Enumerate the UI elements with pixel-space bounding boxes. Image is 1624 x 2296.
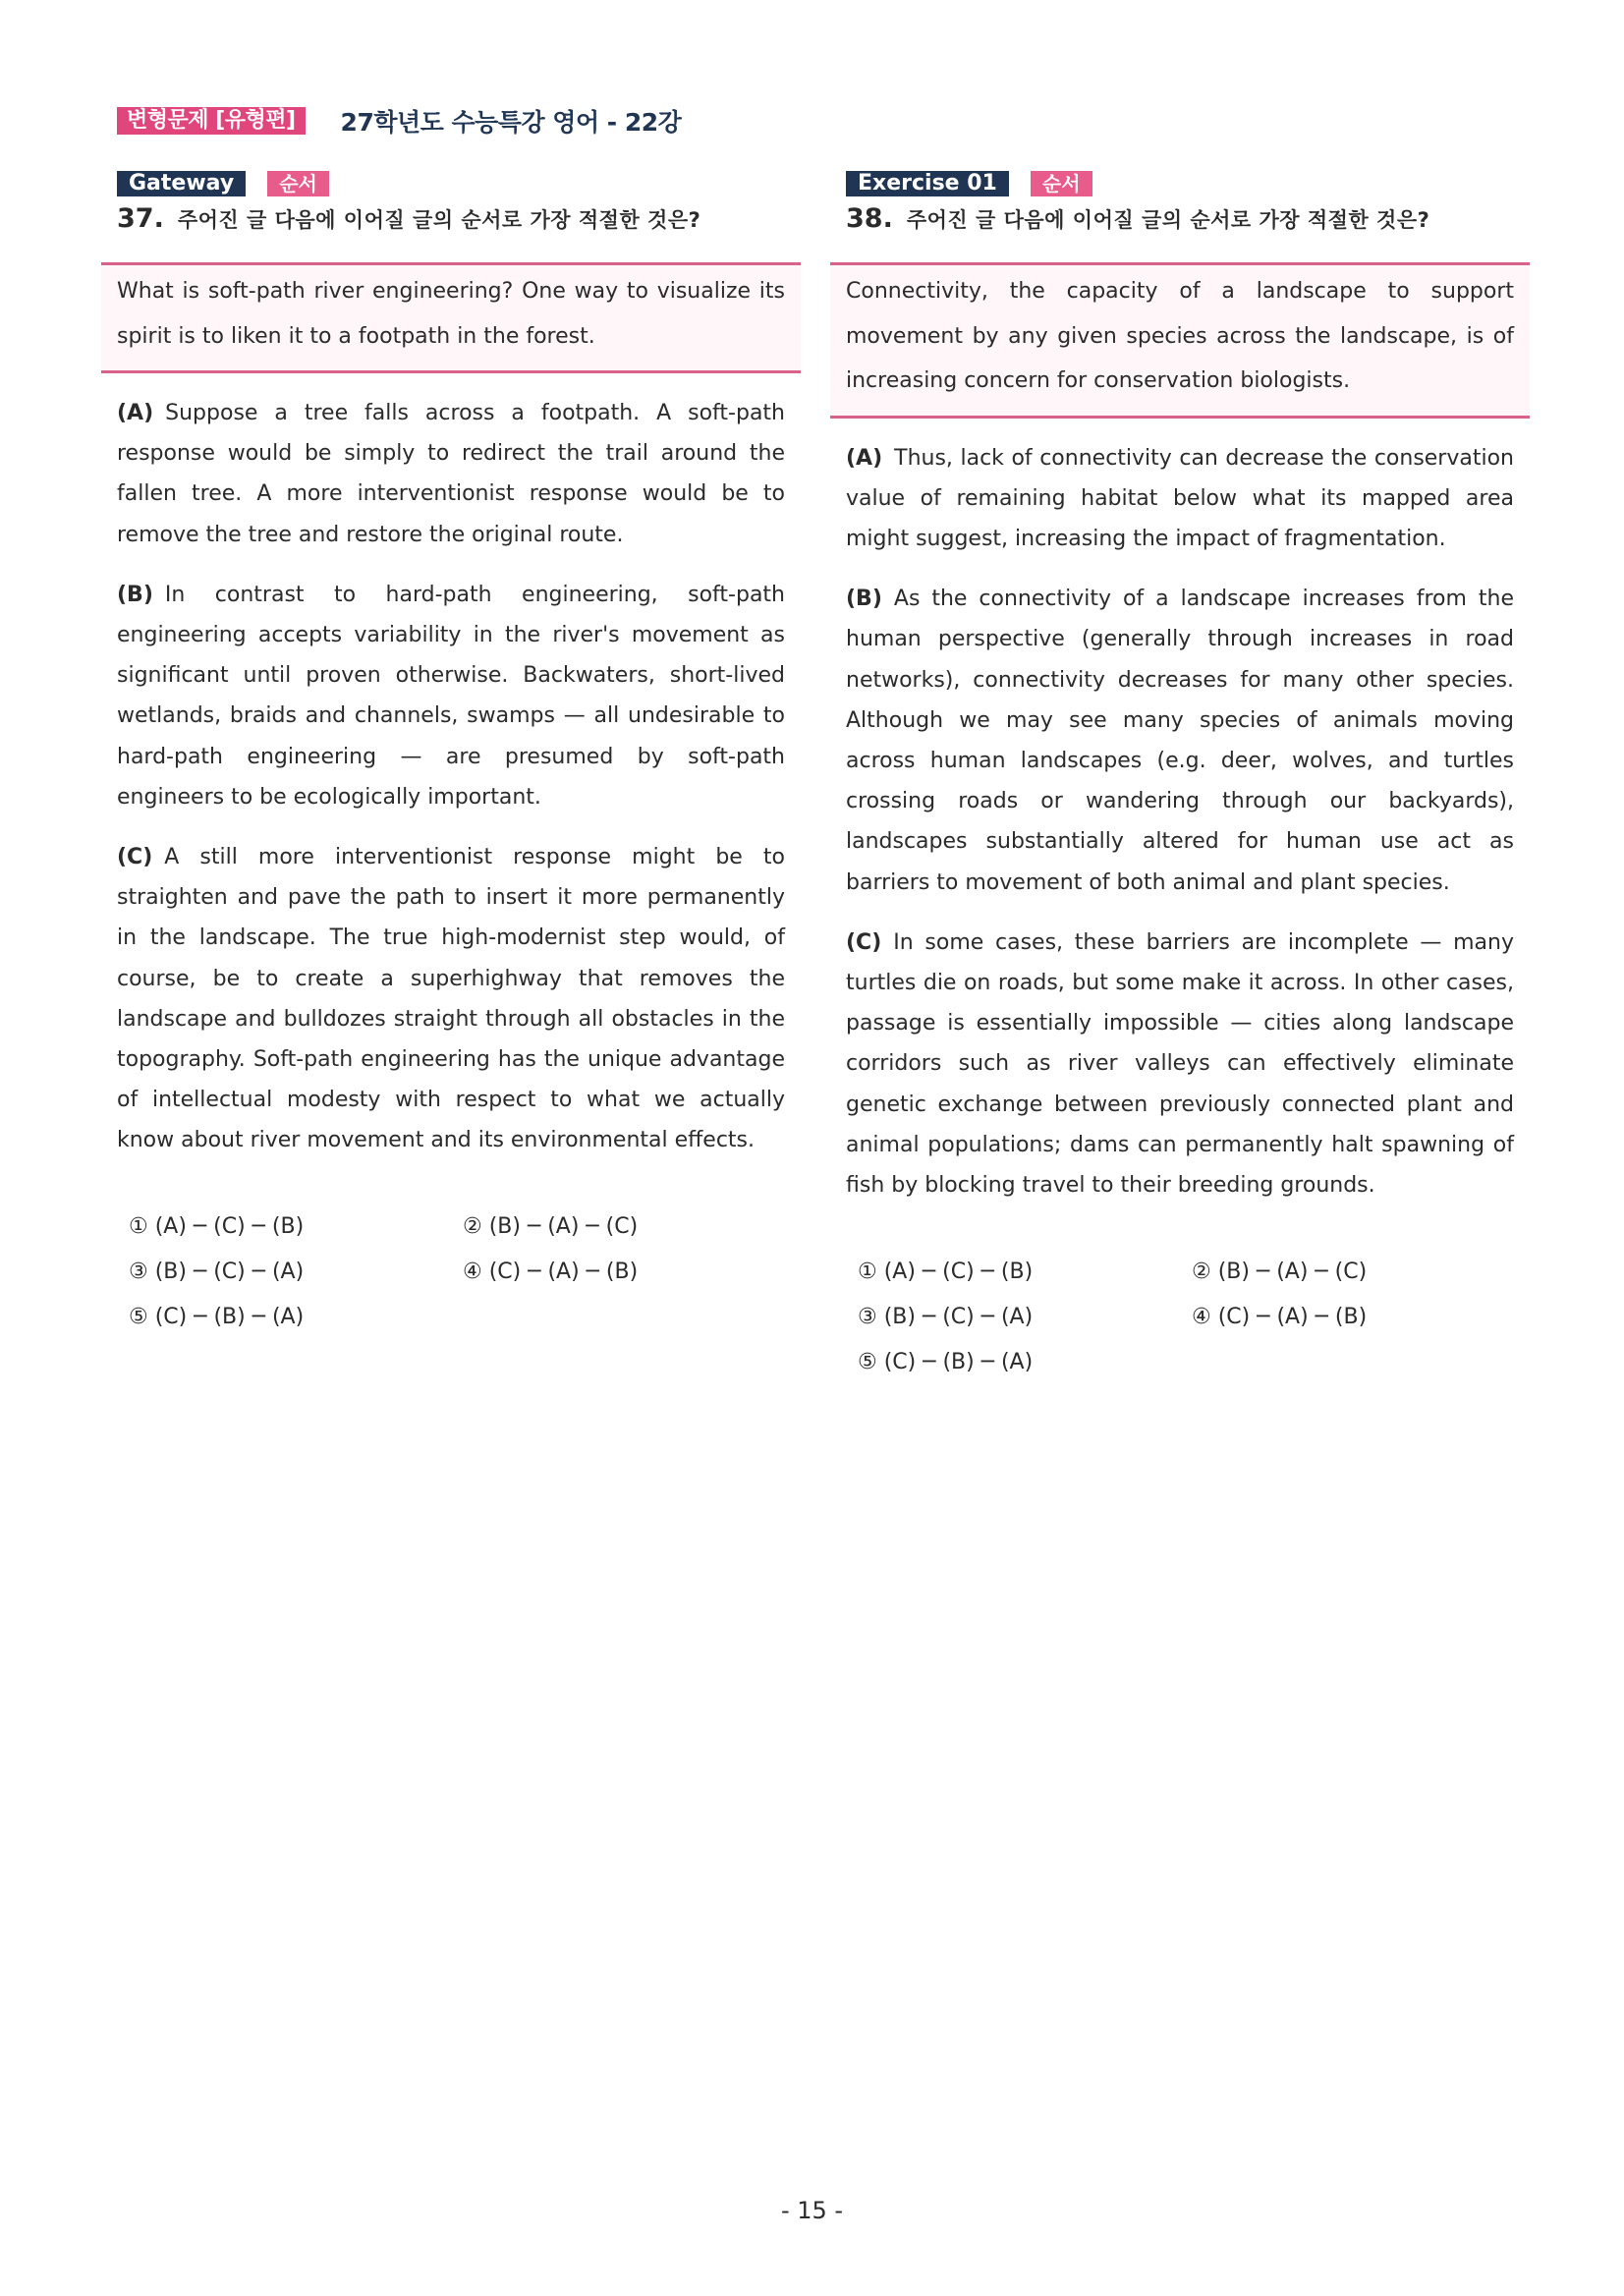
paragraph-text: A still more interventionist response might be to straighten and pave the path to insert it more permanently in the landscape. The true high-modernist step would, of course, be to create a superhighway that removes the landscape and bulldozes straight through all obstacles in the topography. Soft-path engineering has the unique advantage of intellectual modesty with respect to what we actually know about river movement and its environmental effects. [117,845,785,1153]
paragraph-label: (A) [846,445,883,471]
intro-box: What is soft-path river engineering? One way to visualize its spirit is to liken it to a footpath in the forest. [101,262,801,373]
paragraph-c [830,923,1530,1205]
choice-4[interactable]: ④ (C) ─ (A) ─ (B) [1192,1304,1368,1329]
paragraph-label: (A) [117,401,154,425]
question-number: 38. [846,203,893,234]
paragraph-b [830,579,1530,903]
paragraph-text: Suppose a tree falls across a footpath. A soft-path response would be simply to redirect the trail around the fallen tree. A more interventionist response would be to remove the tree and restore the original route. [117,401,785,547]
paragraph-a [830,438,1530,560]
question-text: 주어진 글 다음에 이어질 글의 순서로 가장 적절한 것은? [177,208,701,232]
exercise-tag: Exercise 01 [846,171,1009,196]
paragraph-c [101,837,801,1161]
choice-4[interactable]: ④ (C) ─ (A) ─ (B) [463,1260,639,1285]
question-tags [846,170,1530,197]
paragraph-label: (B) [846,587,882,612]
answer-choices [101,1204,801,1340]
question-38 [830,170,1530,1384]
paragraph-text: In some cases, these barriers are incomplete — many turtles die on roads, but some make it across. In other cases, passage is essentially impossible — cities along landscape corridors such as river valleys can effectively eliminate genetic exchange between previously connected plant and animal populations; dams can permanently halt spawning of fish by blocking travel to their breeding grounds. [846,929,1514,1198]
intro-box: Connectivity, the capacity of a landscape to support movement by any given species across the landscape, is of increasing concern for conservation biologists. [830,262,1530,419]
page-header [117,106,681,136]
choice-1[interactable]: ① (A) ─ (C) ─ (B) [858,1259,1034,1284]
question-37 [101,170,801,1340]
choice-3[interactable]: ③ (B) ─ (C) ─ (A) [129,1260,305,1285]
paragraph-text: In contrast to hard-path engineering, soft-path engineering accepts variability in the river's movement as significant until proven otherwise. Backwaters, short-lived wetlands, braids and channels, swamps — all undesirable to hard-path engineering — are presumed by soft-path engineers to be ecologically important. [117,582,785,810]
question-tags [117,170,801,197]
choice-1[interactable]: ① (A) ─ (C) ─ (B) [129,1214,305,1240]
header-title: 27학년도 수능특강 영어 - 22강 [340,108,682,137]
paragraph-text: As the connectivity of a landscape increases from the human perspective (generally through increases in road networks), connectivity decreases for many other species. Although we may see many species of animals moving across human landscapes (e.g. deer, wolves, and turtles crossing roads or wandering through our backyards), landscapes substantially altered for human use act as barriers to movement of both animal and plant species. [846,587,1514,895]
paragraph-b [101,575,801,817]
paragraph-a [101,393,801,555]
question-number: 37. [117,203,164,234]
paragraph-label: (C) [846,929,882,955]
question-line [846,203,1530,243]
header-badge: 변형문제 [유형편] [117,107,306,135]
choice-5[interactable]: ⑤ (C) ─ (B) ─ (A) [858,1349,1034,1374]
paragraph-label: (C) [117,845,153,870]
gateway-tag: Gateway [117,171,246,196]
choice-5[interactable]: ⑤ (C) ─ (B) ─ (A) [129,1305,305,1330]
page-number: - 15 - [780,2197,844,2224]
answer-choices [830,1249,1530,1384]
choice-2[interactable]: ② (B) ─ (A) ─ (C) [463,1214,639,1240]
choice-3[interactable]: ③ (B) ─ (C) ─ (A) [858,1304,1034,1329]
paragraph-text: Thus, lack of connectivity can decrease the conservation value of remaining habitat below what its mapped area might suggest, increasing the impact of fragmentation. [846,445,1514,551]
choice-2[interactable]: ② (B) ─ (A) ─ (C) [1192,1259,1368,1284]
question-line [117,203,801,243]
type-tag: 순서 [267,171,329,196]
question-text: 주어진 글 다음에 이어질 글의 순서로 가장 적절한 것은? [906,208,1430,232]
type-tag: 순서 [1031,171,1092,196]
paragraph-label: (B) [117,582,153,607]
